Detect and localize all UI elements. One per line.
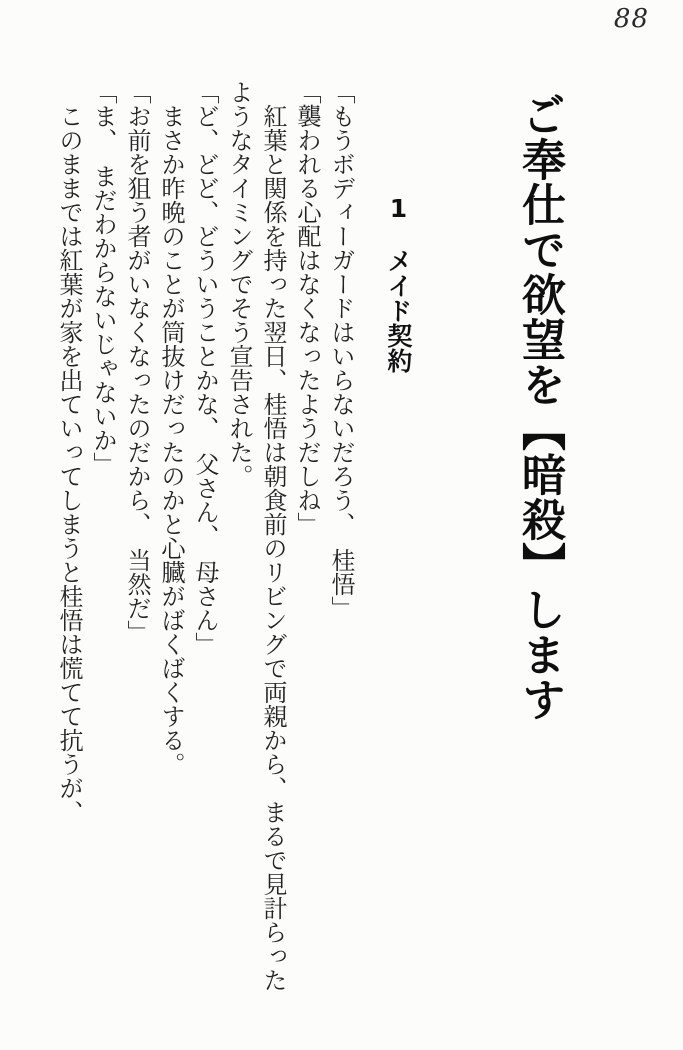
book-title: ご奉仕で欲望を【暗殺】します: [514, 92, 565, 722]
page-number: 88: [613, 4, 649, 34]
text-line: 「もうボディーガードはいらないだろう、 桂悟」: [327, 80, 355, 620]
chapter-heading: 1 メイド契約: [384, 194, 413, 373]
text-line: ようなタイミングでそう宣告された。: [225, 80, 253, 488]
text-line: まさか昨晩のことが筒抜けだったのかと心臓がばくばくする。: [157, 80, 185, 776]
text-line: 「お前を狙う者がいなくなったのだから、 当然だ」: [123, 80, 151, 644]
text-line: このままでは紅葉が家を出ていってしまうと桂悟は慌てて抗うが、: [55, 80, 83, 824]
body-text: [52, 80, 358, 1048]
text-line: 「襲われる心配はなくなったようだしね」: [293, 80, 321, 536]
text-line: 「ど、どど、どういうことかな、 父さん、 母さん」: [191, 80, 219, 656]
text-line: 「ま、 まだわからないじゃないか」: [89, 80, 117, 476]
text-line: 紅葉と関係を持った翌日、桂悟は朝食前のリビングで両親から、まるで見計らった: [259, 80, 287, 992]
